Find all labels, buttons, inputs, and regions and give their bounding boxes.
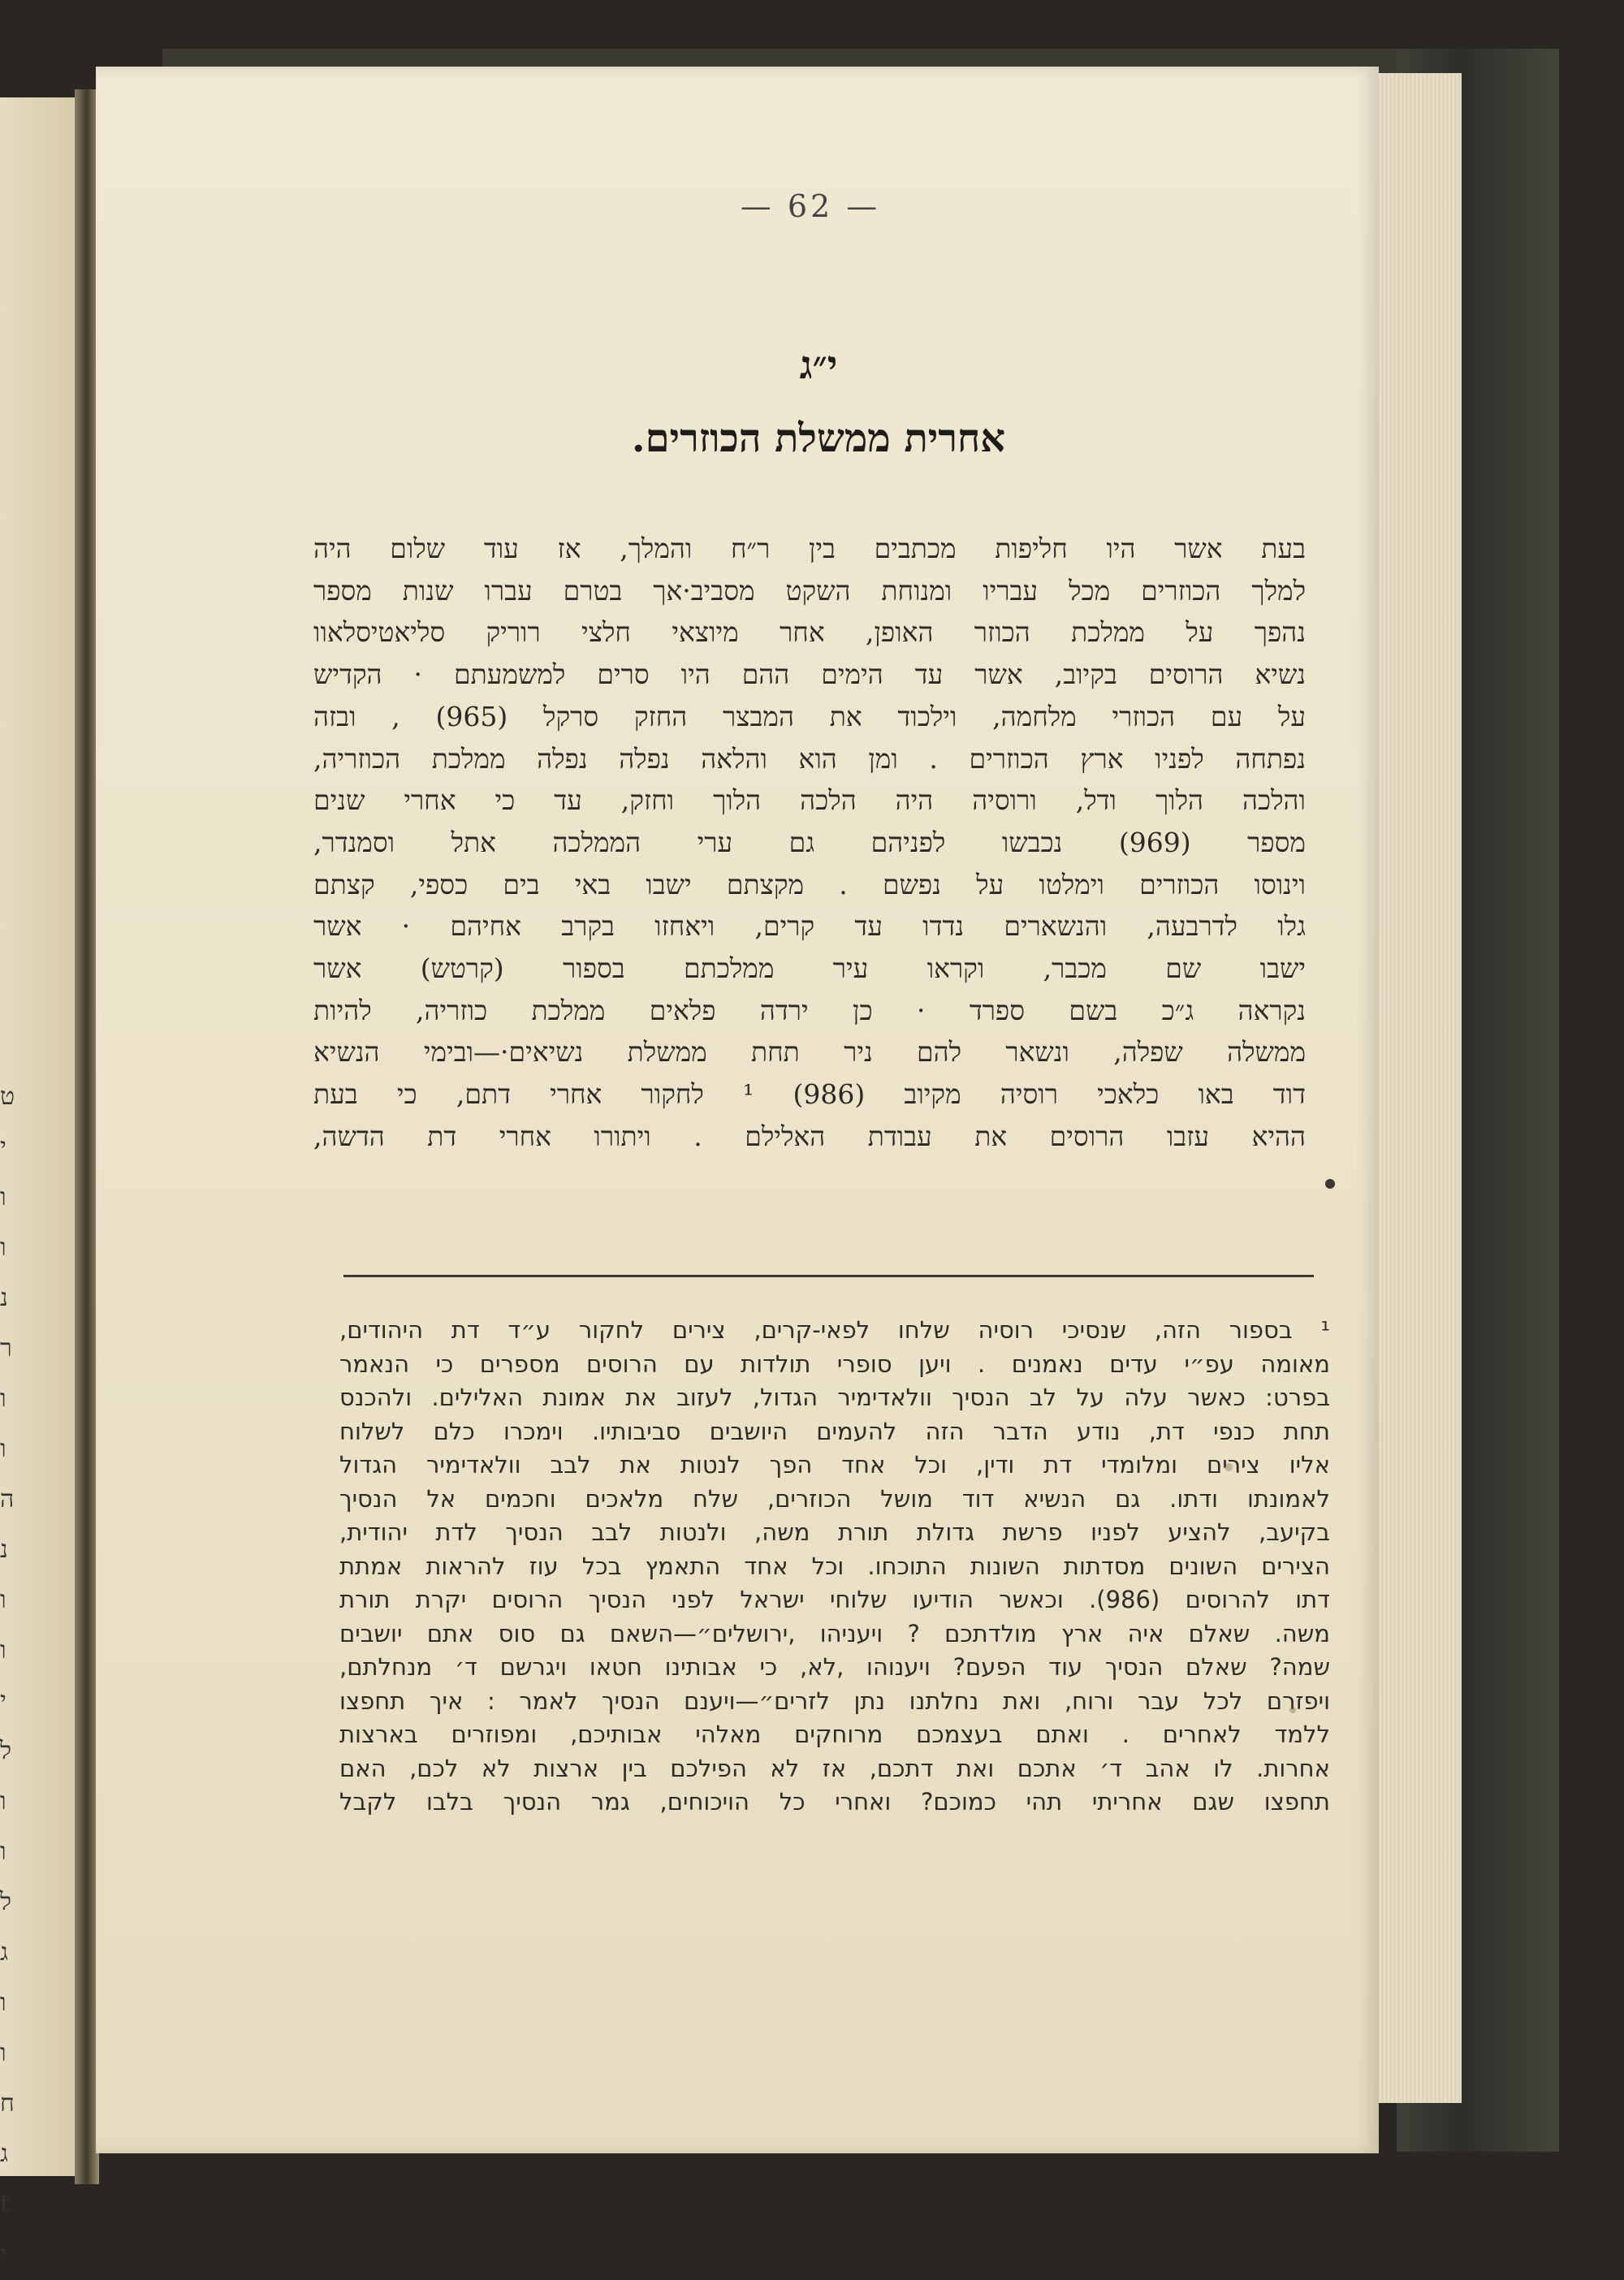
footnote-line: שמה? שאלם הנסיך עוד הפעם? ויענוהו ,לא, כי אבותינו חטאו ויגרשם ד׳ מנחלתם,	[339, 1653, 1330, 1681]
left-page-fragment: י	[0, 1686, 6, 1715]
body-line: נשיא הרוסים בקיוב, אשר עד הימים ההם היו סרים למשמעתם · הקדיש	[313, 659, 1306, 691]
left-page-fragment: ו	[0, 2039, 6, 2067]
footnote-line: הצירים השונים מסדתות השונות התוכחו. וכל אחד התאמץ בכל עוז להראות אמתת	[339, 1552, 1330, 1580]
chapter-title: אחרית ממשלת הכוזרים.	[631, 416, 1006, 461]
paper-stain	[1289, 1707, 1296, 1713]
footnote-line: דתו להרוסים (986). וכאשר הודיעו שלוחי ישראל לפני הנסיך הרוסים יקרת תורת	[339, 1586, 1331, 1613]
ink-dot	[1325, 1179, 1335, 1189]
left-page-fragment: ג	[0, 1938, 8, 1967]
footnote-line: תחת כנפי דת, נודע הדבר הזה להעמים היושבים סביבותיו. וימכרו כלם לשלוח	[339, 1417, 1330, 1445]
body-line: וינוסו הכוזרים וימלטו על נפשם . מקצתם ישבו באי בים כספי, קצתם	[313, 868, 1306, 900]
footnote-line: מאומה עפ״י עדים נאמנים . ויען סופרי תולדות עם הרוסים מספרים כי הנאמר	[339, 1349, 1330, 1378]
left-page-fragment: י	[0, 1133, 6, 1161]
left-page-fragment: י	[0, 2240, 6, 2269]
body-line: ממשלה שפלה, ונשאר להם ניר תחת ממשלת נשיאים·—ובימי הנשיא	[313, 1036, 1306, 1069]
footnote-line: אחרות. לו אהב ד׳ אתכם ואת דתכם, אז לא הפילכם בין ארצות לא לכם, האם	[339, 1754, 1330, 1782]
footnote-line: ללמד לאחרים . ואתם בעצמכם מרוחקים מאלהי אבותיכם, ומפוזרים בארצות	[339, 1721, 1330, 1748]
footnote-text	[339, 1314, 1330, 1915]
paper-stain	[1224, 1463, 1233, 1471]
footnote-line: בקיעב, להציע לפניו פרשת גדולת תורת משה, ולנטות לבב הנסיך לדת יהודית,	[339, 1518, 1330, 1546]
left-page-fragment: ט	[0, 1082, 15, 1111]
body-line: בעת אשר היו חליפות מכתבים בין ר״ח והמלך, אז עוד שלום היה	[313, 533, 1306, 564]
left-page-fragment: t	[0, 2190, 11, 2218]
left-page-fragment: ל	[0, 1737, 12, 1765]
footnote-line: בפרט: כאשר עלה על לב הנסיך וולאדימיר הגדול, לעזוב את אמונת האלילים. ולהכנס	[339, 1384, 1330, 1411]
footnote-line: ¹ בספור הזה, שנסיכי רוסיה שלחו לפאי-קרים, צירים לחקור ע״ד דת היהודים,	[339, 1316, 1330, 1344]
left-page-fragment: נ	[0, 1535, 8, 1564]
body-line: מספר (969) נכבשו לפניהם גם ערי הממלכה אתל וסמנדר,	[313, 826, 1306, 858]
left-page-fragment: ו	[0, 1636, 6, 1665]
body-line: נהפך על ממלכת הכוזר האופן, אחר מיוצאי חלצי רוריק סליאטיסלאוו	[313, 616, 1306, 649]
footnote-line: ויפזרם לכל עבר ורוח, ואת נחלתנו נתן לזרים״—ויענם הנסיך לאמר : איך תחפצו	[339, 1686, 1330, 1715]
left-page-fragment: ל	[0, 1888, 12, 1916]
left-page-fragment: ו	[0, 1435, 6, 1463]
left-page-fragment: ח	[0, 2089, 15, 2118]
body-line: על עם הכוזרי מלחמה, וילכוד את המבצר החזק סרקל (965) , ובזה	[313, 700, 1306, 732]
body-line: ישבו שם מכבר, וקראו עיר ממלכתם בספור (קרטש) אשר	[313, 952, 1306, 985]
left-page	[0, 97, 81, 2269]
left-page-fragment: ו	[0, 1989, 6, 2017]
left-page-fragment: ה	[0, 1485, 15, 1514]
left-page-fragment: ר	[0, 1334, 12, 1362]
left-page-fragment: נ	[0, 1284, 8, 1312]
body-line: נקראה ג״כ בשם ספרד · כן ירדה פלאים ממלכת כוזריה, להיות	[313, 994, 1306, 1026]
body-line: דוד באו כלאכי רוסיה מקיוב (986) ¹ לחקור אחרי דתם, כי בעת	[313, 1078, 1306, 1111]
body-text	[313, 528, 1306, 1259]
left-page-fragment: ו	[0, 1837, 6, 1866]
chapter-number: י״ג	[799, 343, 838, 388]
footnote-line: תחפצו שגם אחריתי תהי כמוכם? ואחרי כל הויכוחים, גמר הנסיך בלבו לקבל	[339, 1788, 1330, 1816]
left-page-fragment: ו	[0, 1787, 6, 1816]
footnote-line: משה. שאלם איה ארץ מולדתכם ? ויעניהו ,ירושלים״—השאם גם סוס אתם יושבים	[339, 1619, 1330, 1647]
footnote-rule	[343, 1275, 1314, 1277]
left-page-fragment: ג	[0, 2140, 8, 2168]
page-edges	[1372, 73, 1462, 2103]
footnote-line: אליו צירים ומלומדי דת ודין, וכל אחד הפך לנטות את לבב וולאדימיר הגדול	[339, 1451, 1330, 1479]
right-page	[96, 67, 1379, 2153]
page-number: — 62 —	[740, 188, 881, 224]
body-line: נפתחה לפניו ארץ הכוזרים . ומן הוא והלאה נפלה נפלה ממלכת הכוזריה,	[313, 742, 1306, 775]
left-page-fragment: ו	[0, 1384, 6, 1413]
body-line: ההיא עזבו הרוסים את עבודת האלילם . ויתורו אחרי דת הדשה,	[313, 1120, 1306, 1152]
left-page-fragment: ו	[0, 1183, 6, 1211]
footnote-line: לאמונתו ודתו. גם הנשיא דוד מושל הכוזרים, שלח מלאכים וחכמים אל הנסיך	[339, 1484, 1330, 1513]
body-line: והלכה הלוך ודל, ורוסיה היה הלכה הלוך וחזק, עד כי אחרי שנים	[313, 784, 1306, 817]
body-line: למלך הכוזרים מכל עבריו ומנוחת השקט מסביב·אך בטרם עברו שנות מספר	[313, 574, 1306, 607]
left-page-fragment: ו	[0, 1233, 6, 1262]
body-line: גלו לדרבעה, והנשארים נדדו עד קרים, ויאחזו בקרב אחיהם · אשר	[313, 910, 1306, 943]
left-page-text	[0, 1072, 24, 2269]
left-page-fragment: ו	[0, 1586, 6, 1614]
